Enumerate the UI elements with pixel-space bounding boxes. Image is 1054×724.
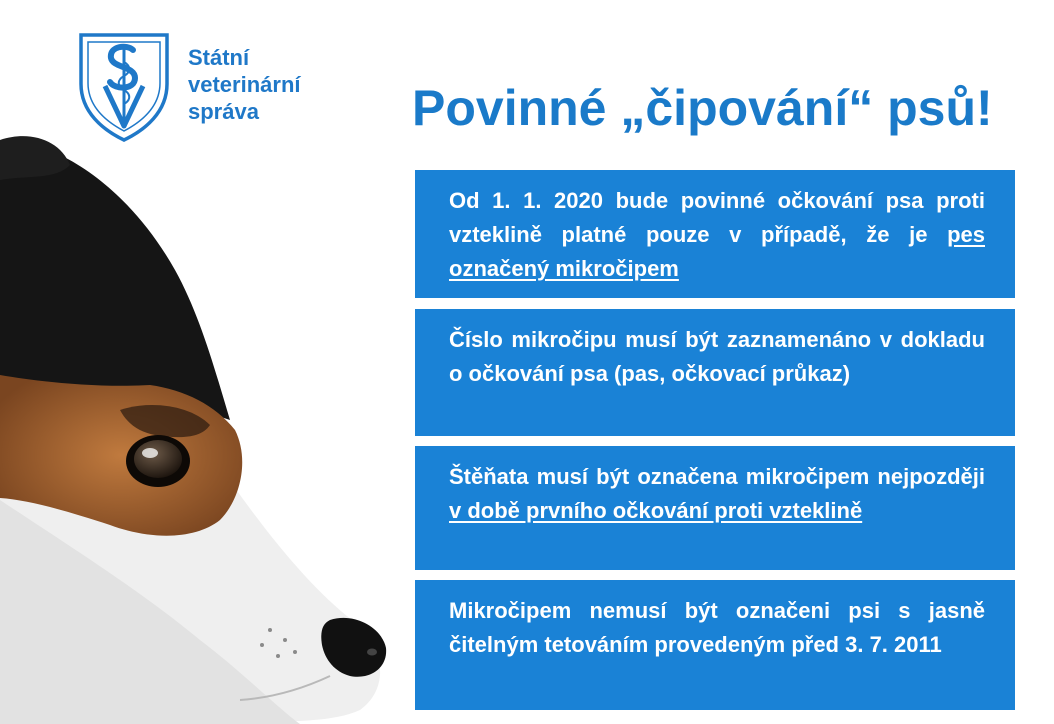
- page-title: Povinné „čipování“ psů!: [412, 80, 993, 136]
- logo-line-1: Státní: [188, 45, 250, 70]
- svs-logo-text: [188, 44, 301, 125]
- info-box-chip-number: [415, 309, 1015, 436]
- info-text: Od 1. 1. 2020 bude povinné očkování psa proti vzteklině platné pouze v případě, že je: [449, 188, 985, 247]
- info-text: Mikročipem nemusí být označeni psi s jasně čitelným tetováním provedeným před 3. 7. 2011: [449, 598, 985, 657]
- info-box-puppies: [415, 446, 1015, 570]
- dog-head-photo: [0, 120, 400, 724]
- info-emphasis: v době prvního očkování proti vzteklině: [449, 498, 863, 523]
- info-box-tattoo-exemption: [415, 580, 1015, 710]
- info-box-vaccination: [415, 170, 1015, 298]
- info-text: Štěňata musí být označena mikročipem nejpozději: [449, 464, 985, 489]
- logo-line-3: správa: [188, 99, 259, 124]
- logo-line-2: veterinární: [188, 72, 301, 97]
- info-text: Číslo mikročipu musí být zaznamenáno v dokladu o očkování psa (pas, očkovací průkaz): [449, 327, 985, 386]
- info-emphasis: pes označený mikročipem: [449, 222, 985, 281]
